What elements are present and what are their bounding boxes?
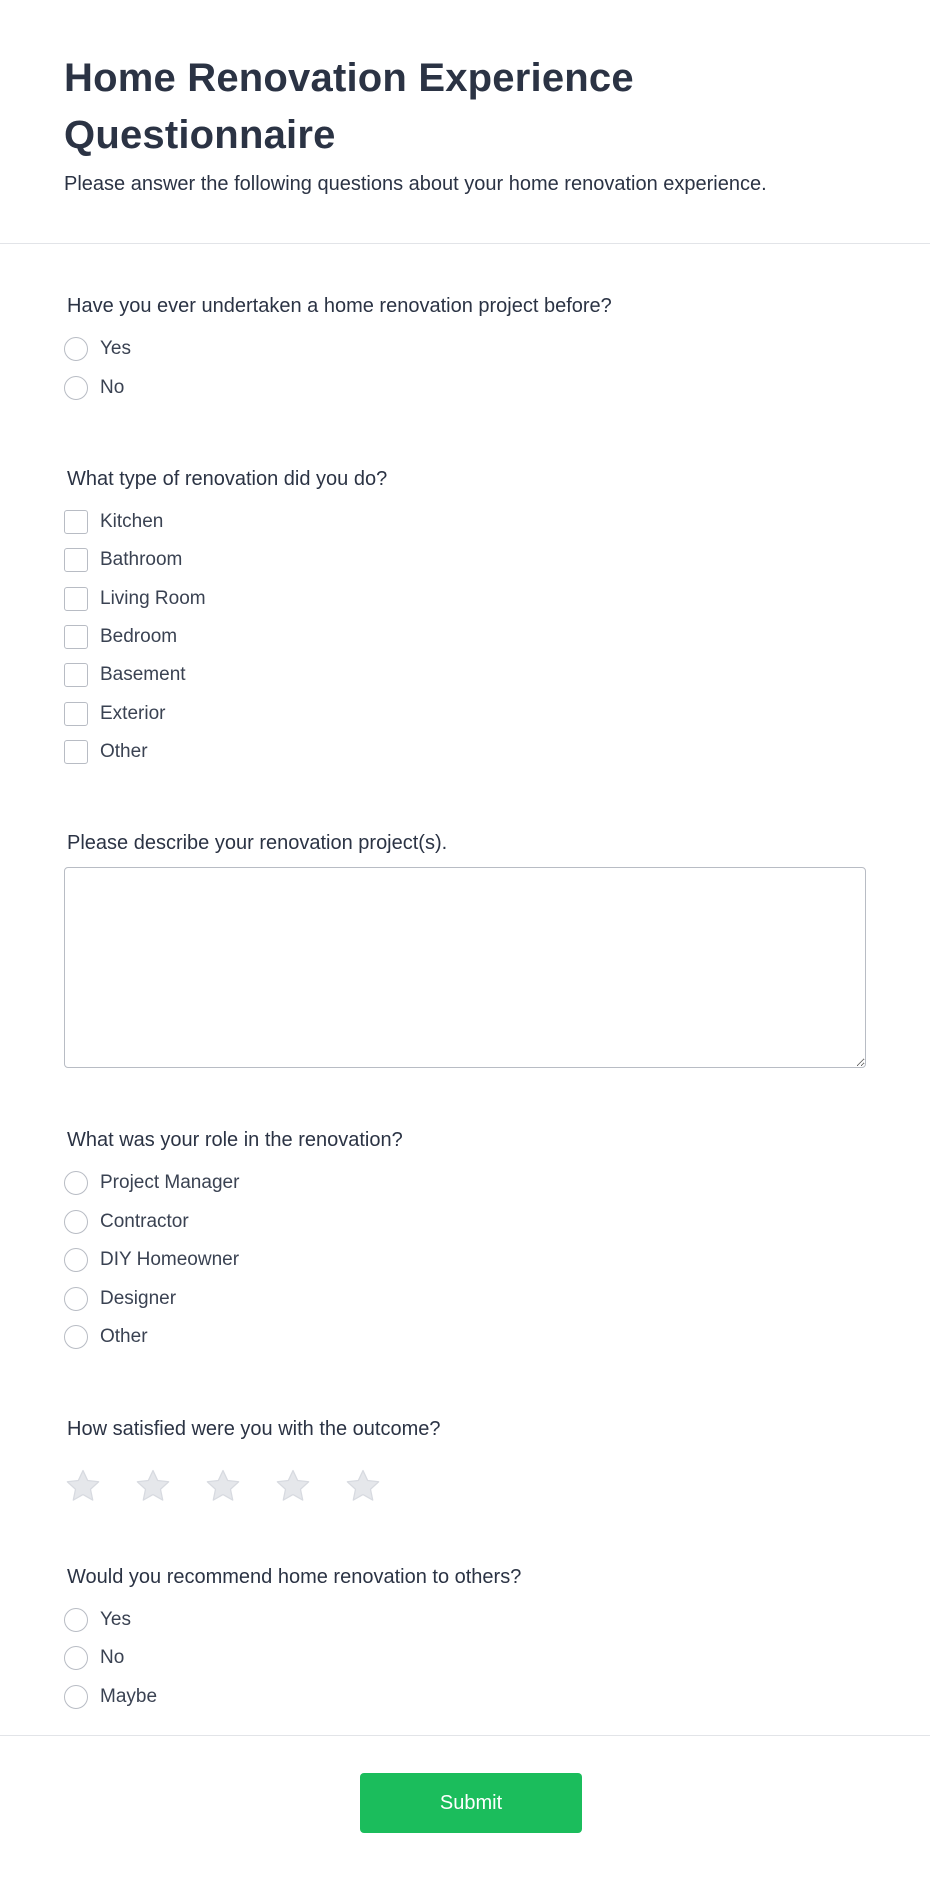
option-label: Other [100, 740, 148, 762]
question-satisfaction [64, 1415, 866, 1505]
star-rating [64, 1453, 866, 1505]
radio-button[interactable] [64, 1646, 88, 1670]
option-label: No [100, 1647, 125, 1669]
question-label: Have you ever undertaken a home renovation project before? [67, 295, 612, 317]
checkbox[interactable] [64, 625, 88, 649]
question-label: What type of renovation did you do? [67, 468, 388, 490]
question-label: What was your role in the renovation? [67, 1129, 403, 1152]
checkbox[interactable] [64, 587, 88, 611]
question-label: Would you recommend home renovation to others? [67, 1565, 522, 1588]
radio-button[interactable] [64, 1171, 88, 1195]
radio-option-yes[interactable] [64, 1601, 866, 1640]
option-label: Bathroom [100, 549, 183, 571]
questionnaire-form [0, 244, 930, 1716]
checkbox[interactable] [64, 740, 88, 764]
radio-option-other[interactable] [64, 1318, 866, 1357]
description-textarea[interactable] [64, 867, 866, 1068]
checkbox-option-living-room[interactable] [64, 580, 866, 618]
option-label: DIY Homeowner [100, 1249, 240, 1271]
radio-option-contractor[interactable] [64, 1203, 866, 1242]
option-label: Designer [100, 1287, 177, 1309]
star-icon[interactable] [344, 1467, 382, 1505]
radio-option-maybe[interactable] [64, 1678, 866, 1717]
radio-button[interactable] [64, 1608, 88, 1632]
question-label: Please describe your renovation project(s). [67, 832, 448, 855]
submit-button[interactable]: Submit [360, 1773, 582, 1833]
checkbox[interactable] [64, 702, 88, 726]
radio-option-project-manager[interactable] [64, 1164, 866, 1203]
radio-option-diy-homeowner[interactable] [64, 1241, 866, 1280]
form-footer [0, 1735, 930, 1882]
question-role [64, 1126, 866, 1357]
checkbox-option-other[interactable] [64, 733, 866, 771]
question-label: How satisfied were you with the outcome? [67, 1417, 441, 1440]
radio-button[interactable] [64, 1685, 88, 1709]
textarea-wrapper [64, 867, 866, 1068]
radio-button[interactable] [64, 1248, 88, 1272]
question-renovation-type [64, 465, 866, 771]
star-icon[interactable] [64, 1467, 102, 1505]
option-label: Maybe [100, 1685, 158, 1707]
form-header [0, 0, 930, 244]
option-label: Living Room [100, 587, 206, 609]
radio-button[interactable] [64, 376, 88, 400]
radio-option-designer[interactable] [64, 1280, 866, 1319]
page-subtitle: Please answer the following questions about your home renovation experience. [64, 173, 767, 195]
question-recommend [64, 1563, 866, 1717]
option-label: Other [100, 1326, 148, 1348]
radio-button[interactable] [64, 1325, 88, 1349]
checkbox-option-basement[interactable] [64, 656, 866, 694]
star-icon[interactable] [204, 1467, 242, 1505]
question-project-description [64, 829, 866, 1068]
checkbox-option-exterior[interactable] [64, 694, 866, 732]
checkbox-option-bedroom[interactable] [64, 618, 866, 656]
radio-option-yes[interactable] [64, 330, 866, 369]
question-prior-renovation [64, 292, 866, 407]
radio-button[interactable] [64, 1210, 88, 1234]
star-icon[interactable] [274, 1467, 312, 1505]
option-label: Contractor [100, 1210, 189, 1232]
option-label: Yes [100, 338, 131, 360]
radio-option-no[interactable] [64, 1639, 866, 1678]
option-label: No [100, 376, 125, 398]
radio-button[interactable] [64, 1287, 88, 1311]
option-label: Basement [100, 664, 186, 686]
checkbox-option-kitchen[interactable] [64, 503, 866, 541]
option-label: Project Manager [100, 1172, 240, 1194]
checkbox[interactable] [64, 548, 88, 572]
option-label: Yes [100, 1608, 131, 1630]
option-label: Kitchen [100, 511, 164, 533]
radio-button[interactable] [64, 337, 88, 361]
radio-option-no[interactable] [64, 369, 866, 408]
checkbox[interactable] [64, 663, 88, 687]
checkbox[interactable] [64, 510, 88, 534]
option-label: Exterior [100, 702, 166, 724]
star-icon[interactable] [134, 1467, 172, 1505]
option-label: Bedroom [100, 626, 178, 648]
checkbox-option-bathroom[interactable] [64, 541, 866, 579]
page-title: Home Renovation Experience Questionnaire [64, 56, 634, 157]
